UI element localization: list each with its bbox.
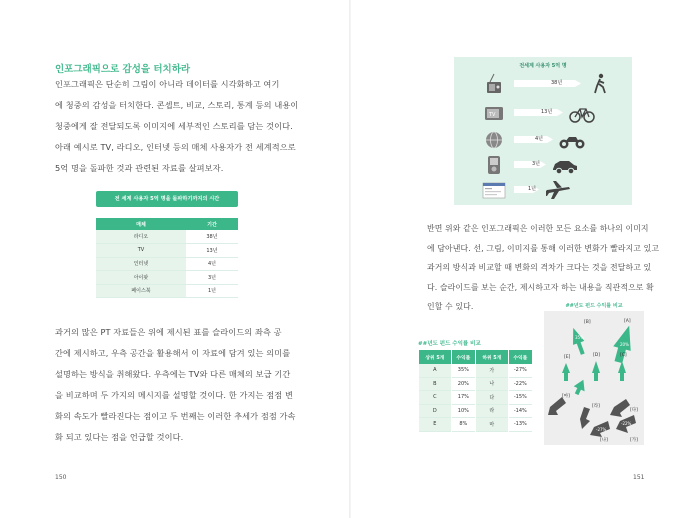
table-cell: A — [419, 364, 451, 378]
table-header-row — [96, 218, 238, 230]
table-cell: TV — [96, 244, 186, 258]
table-cell: E — [419, 418, 451, 432]
table-cell: 인터넷 — [96, 257, 186, 271]
table-cell: 가 — [476, 364, 508, 378]
paragraph-line: 설명하는 방식을 취해왔다. 우측에는 TV와 다른 매체의 보급 기간 — [55, 369, 291, 379]
table-header: 수익률 — [452, 350, 475, 364]
explanation-paragraph — [55, 322, 335, 448]
map-value: 20% — [620, 342, 629, 347]
map-label: [A] — [624, 319, 631, 324]
intro-paragraph — [55, 74, 335, 179]
infographic-row — [454, 129, 632, 151]
table-cell: -13% — [509, 418, 532, 432]
table-cell: -22% — [509, 378, 532, 392]
page-number-right: 151 — [633, 474, 645, 481]
table-cell: 20% — [452, 378, 475, 392]
time-bar — [514, 161, 546, 168]
paragraph-line: 반면 위와 같은 인포그래픽은 이러한 모든 요소를 하나의 이미지 — [427, 224, 649, 233]
paragraph-line: 과거의 많은 PT 자료들은 위에 제시된 표를 슬라이드의 좌측 공 — [55, 327, 282, 337]
media-users-table-block — [96, 191, 238, 298]
media-users-table — [96, 218, 238, 298]
radio-tower-icon — [482, 73, 506, 95]
duration-label: 13년 — [541, 109, 553, 115]
map-label: [C] — [620, 353, 627, 358]
map-label: [가] — [630, 438, 638, 443]
table-row — [419, 391, 532, 405]
table-header: 매체 — [96, 218, 186, 230]
paragraph-line: 인할 수 있다. — [427, 302, 474, 311]
table-cell: 페이스북 — [96, 284, 186, 298]
table-cell: 17% — [452, 391, 475, 405]
table-cell: -27% — [509, 364, 532, 378]
motorcycle-icon — [559, 129, 585, 151]
paragraph-line: 간에 제시하고, 우측 공간을 활용해서 이 자료에 담겨 있는 의미를 — [55, 348, 291, 358]
paragraph-line: 에 담아낸다. 선, 그림, 이미지를 통해 이러한 변화가 빨라지고 있고 — [427, 243, 660, 253]
duration-label: 38년 — [551, 80, 563, 86]
paragraph-line: 을 비교하며 두 가지의 메시지를 설명할 것이다. 한 가지는 점점 변 — [55, 390, 293, 400]
fund-arrow-map — [544, 311, 644, 445]
infographic-row — [454, 154, 632, 176]
section-heading: 인포그래픽으로 감성을 터치하라 — [55, 64, 191, 75]
paragraph-line: 화 되고 있다는 점을 언급할 것이다. — [55, 432, 184, 442]
table-cell: 다 — [476, 391, 508, 405]
paragraph-line: 과거의 방식과 비교할 때 변화의 격차가 크다는 것을 전달하고 있 — [427, 263, 652, 272]
infographic-row — [454, 179, 632, 201]
walking-person-icon — [587, 73, 613, 95]
page-gutter — [349, 0, 351, 518]
fund-returns-table — [418, 350, 533, 432]
paragraph-line: 다. 슬라이드를 보는 순간, 제시하고자 하는 내용을 직관적으로 확 — [427, 282, 654, 292]
paragraph-line: 화의 속도가 빨라진다는 점이고 두 번째는 이러한 추세가 점점 가속 — [55, 411, 296, 421]
table-cell: 나 — [476, 378, 508, 392]
table-row — [96, 230, 238, 244]
time-bar — [514, 136, 553, 143]
table-cell: 13년 — [186, 244, 238, 258]
table-cell: B — [419, 378, 451, 392]
table-cell: 8% — [452, 418, 475, 432]
bicycle-icon — [569, 102, 595, 124]
map-label: [라] — [592, 404, 600, 409]
table-row — [96, 244, 238, 258]
duration-label: 4년 — [535, 136, 544, 142]
table-row — [419, 418, 532, 432]
table-cell: 3년 — [186, 271, 238, 285]
table-cell: -15% — [509, 391, 532, 405]
paragraph-line: 5억 명을 돌파한 것과 관련된 자료를 살펴보자. — [55, 163, 224, 173]
table-cell: C — [419, 391, 451, 405]
table-header: 하위 5개 — [476, 350, 508, 364]
table-header: 기간 — [186, 218, 238, 230]
table-cell: 10% — [452, 405, 475, 419]
table-row — [96, 284, 238, 298]
map-value: -22% — [621, 421, 632, 426]
map-value: 35% — [575, 335, 584, 340]
map-label: [E] — [564, 355, 571, 360]
paragraph-line: 인포그래픽은 단순히 그림이 아니라 데이터를 시각화하고 여기 — [55, 79, 280, 89]
table-header-row — [419, 350, 532, 364]
table-cell: 마 — [476, 418, 508, 432]
down-arrows — [548, 397, 636, 437]
infographic-row — [454, 102, 632, 124]
table-cell: D — [419, 405, 451, 419]
map-value: -27% — [596, 427, 607, 432]
table-cell: 아이팟 — [96, 271, 186, 285]
facebook-page-icon — [482, 179, 506, 201]
airplane-icon — [545, 179, 571, 201]
paragraph-line: 에 청중의 감성을 터치한다. 콘셉트, 비교, 스토리, 통계 등의 내용이 — [55, 100, 299, 110]
duration-label: 1년 — [528, 186, 537, 192]
table-row — [96, 257, 238, 271]
paragraph-line: 아래 예시로 TV, 라디오, 인터넷 등의 매체 사용자가 전 세계적으로 — [55, 142, 296, 152]
table-header: 수익률 — [509, 350, 532, 364]
fund-table-title: ##년도 펀드 수익률 비교 — [418, 341, 481, 347]
table-row — [419, 364, 532, 378]
up-arrows — [562, 323, 637, 397]
table-row — [419, 378, 532, 392]
table-cell: 1년 — [186, 284, 238, 298]
time-bar — [514, 109, 563, 116]
table-cell: 라디오 — [96, 230, 186, 244]
infographic-title: 전세계 사용자 5억 명 — [519, 63, 567, 69]
ipod-icon — [482, 154, 506, 176]
fund-arrow-graphic — [544, 311, 644, 445]
map-label: [나] — [600, 438, 608, 443]
table-cell: 4년 — [186, 257, 238, 271]
table-row — [96, 271, 238, 285]
car-icon — [552, 154, 578, 176]
map-label: [B] — [584, 320, 591, 325]
map-label: [마] — [562, 394, 570, 399]
table-cell: -14% — [509, 405, 532, 419]
time-bar — [514, 80, 581, 87]
table-cell: 라 — [476, 405, 508, 419]
svg-text:TV: TV — [489, 112, 496, 118]
infographic-row — [454, 73, 632, 95]
table-header: 상위 5개 — [419, 350, 451, 364]
duration-label: 3년 — [532, 161, 541, 167]
fund-map-title: ##년도 펀드 수익률 비교 — [565, 303, 623, 309]
map-label: [D] — [593, 353, 600, 358]
page-number-left: 150 — [55, 474, 67, 481]
table-title: 전 세계 사용자 5억 명을 돌파하기까지의 시간 — [96, 191, 238, 207]
table-cell: 35% — [452, 364, 475, 378]
map-label: [다] — [630, 408, 638, 413]
table-cell: 38년 — [186, 230, 238, 244]
table-row — [419, 405, 532, 419]
tv-icon — [482, 102, 506, 124]
globe-icon — [482, 129, 506, 151]
paragraph-line: 청중에게 잘 전달되도록 이미지에 세부적인 스토리를 담는 것이다. — [55, 121, 293, 131]
infographic-panel — [454, 57, 632, 205]
